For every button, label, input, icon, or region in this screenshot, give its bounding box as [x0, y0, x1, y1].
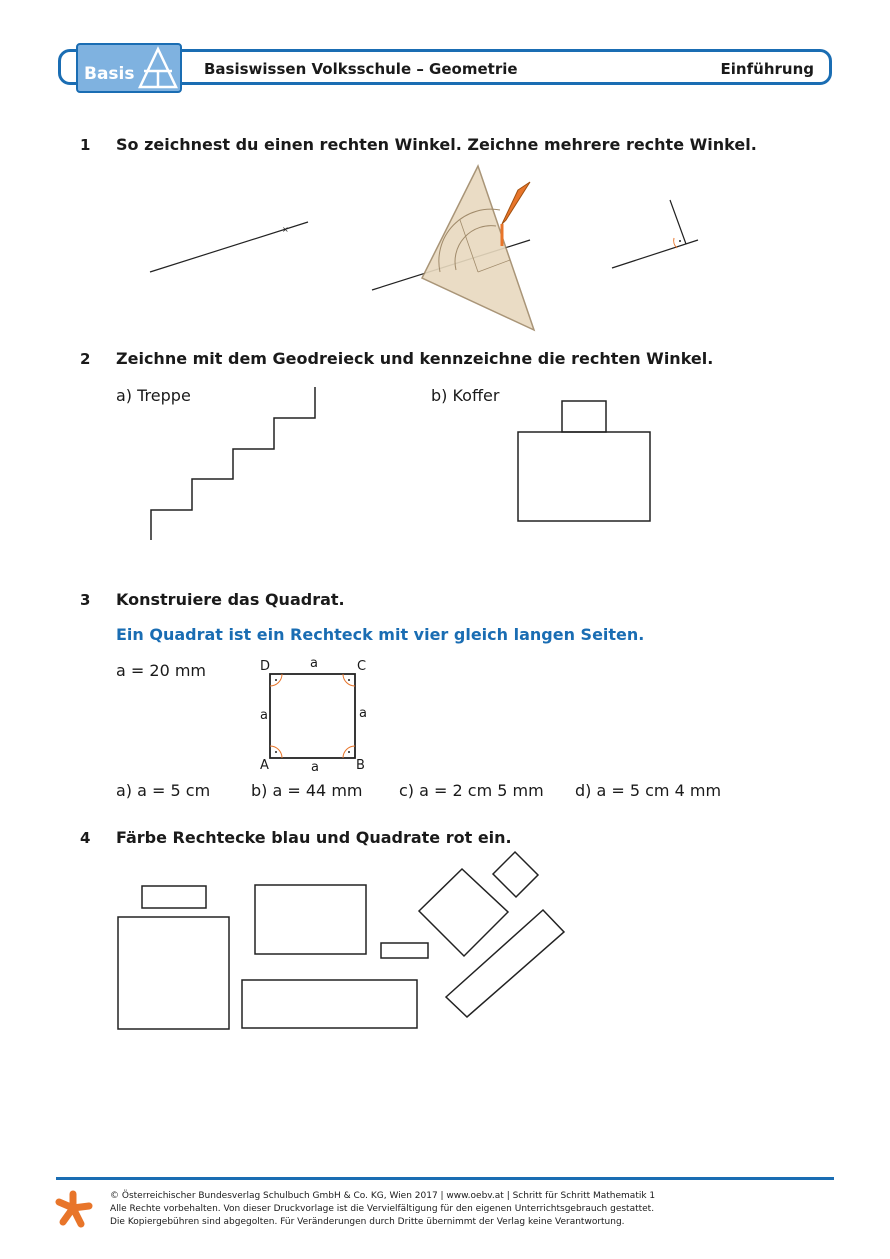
task3-number: 3 [80, 591, 91, 609]
shape-rectangle [142, 886, 206, 908]
footer-line-3: Die Kopiergebühren sind abgegolten. Für Veränderungen durch Dritte übernimmt der Verlag keine Verantwortung. [110, 1217, 625, 1227]
footer-text [110, 1190, 655, 1229]
task4-text: Färbe Rechtecke blau und Quadrate rot ein. [116, 828, 512, 847]
side-bottom-label: a [311, 760, 319, 775]
exercise-d: d) a = 5 cm 4 mm [575, 781, 722, 800]
footer-line-1: © Österreichischer Bundesverlag Schulbuch GmbH & Co. KG, Wien 2017 | www.oebv.at | Schritt für Schritt Mathematik 1 [110, 1191, 656, 1201]
task1-number: 1 [80, 136, 91, 154]
stairs-figure [140, 380, 340, 550]
shape-square [493, 852, 538, 897]
corner-d-label: D [260, 659, 271, 674]
task3-text: Konstruiere das Quadrat. [116, 590, 345, 609]
shape-rectangle [255, 885, 366, 954]
logo-text: Basis [84, 64, 135, 84]
svg-text:×: × [282, 225, 289, 234]
exercise-b: b) a = 44 mm [251, 781, 363, 800]
shape-rectangle [381, 943, 428, 958]
step3-perpendicular-line [670, 200, 686, 244]
square-definition: Ein Quadrat ist ein Rechteck mit vier gleich langen Seiten. [116, 625, 645, 644]
suitcase-figure [510, 395, 660, 530]
footer-line-2: Alle Rechte vorbehalten. Von dieser Druckvorlage ist die Vervielfältigung für den eigenen Unterrichtsgebrauch gestattet. [110, 1204, 655, 1214]
square-example-side: a = 20 mm [116, 661, 206, 680]
shape-rectangle [242, 980, 417, 1028]
corner-c-label: C [357, 659, 367, 674]
corner-a-label: A [260, 758, 269, 773]
task2a-label: a) Treppe [116, 386, 191, 405]
shape-rectangle [446, 910, 564, 1017]
task2-number: 2 [80, 350, 91, 368]
shapes-figure [100, 840, 580, 1040]
exercise-a: a) a = 5 cm [116, 781, 211, 800]
task1-illustration [140, 160, 720, 340]
oebv-logo-icon [55, 1190, 93, 1228]
task2-text: Zeichne mit dem Geodreieck und kennzeichne die rechten Winkel. [116, 349, 714, 368]
corner-b-label: B [356, 758, 365, 773]
task4-number: 4 [80, 829, 91, 847]
shape-square [419, 869, 508, 956]
step3-base-line [612, 240, 698, 268]
shape-square [118, 917, 229, 1029]
side-left-label: a [260, 708, 268, 723]
pencil-icon [502, 182, 530, 246]
section-title: Einführung [720, 60, 814, 78]
side-right-label: a [359, 706, 367, 721]
footer-divider [56, 1177, 834, 1180]
side-top-label: a [310, 656, 318, 671]
exercise-c: c) a = 2 cm 5 mm [399, 781, 544, 800]
task1-text: So zeichnest du einen rechten Winkel. Zeichne mehrere rechte Winkel. [116, 135, 757, 154]
page-title: Basiswissen Volksschule – Geometrie [204, 60, 518, 78]
task2b-label: b) Koffer [431, 386, 500, 405]
